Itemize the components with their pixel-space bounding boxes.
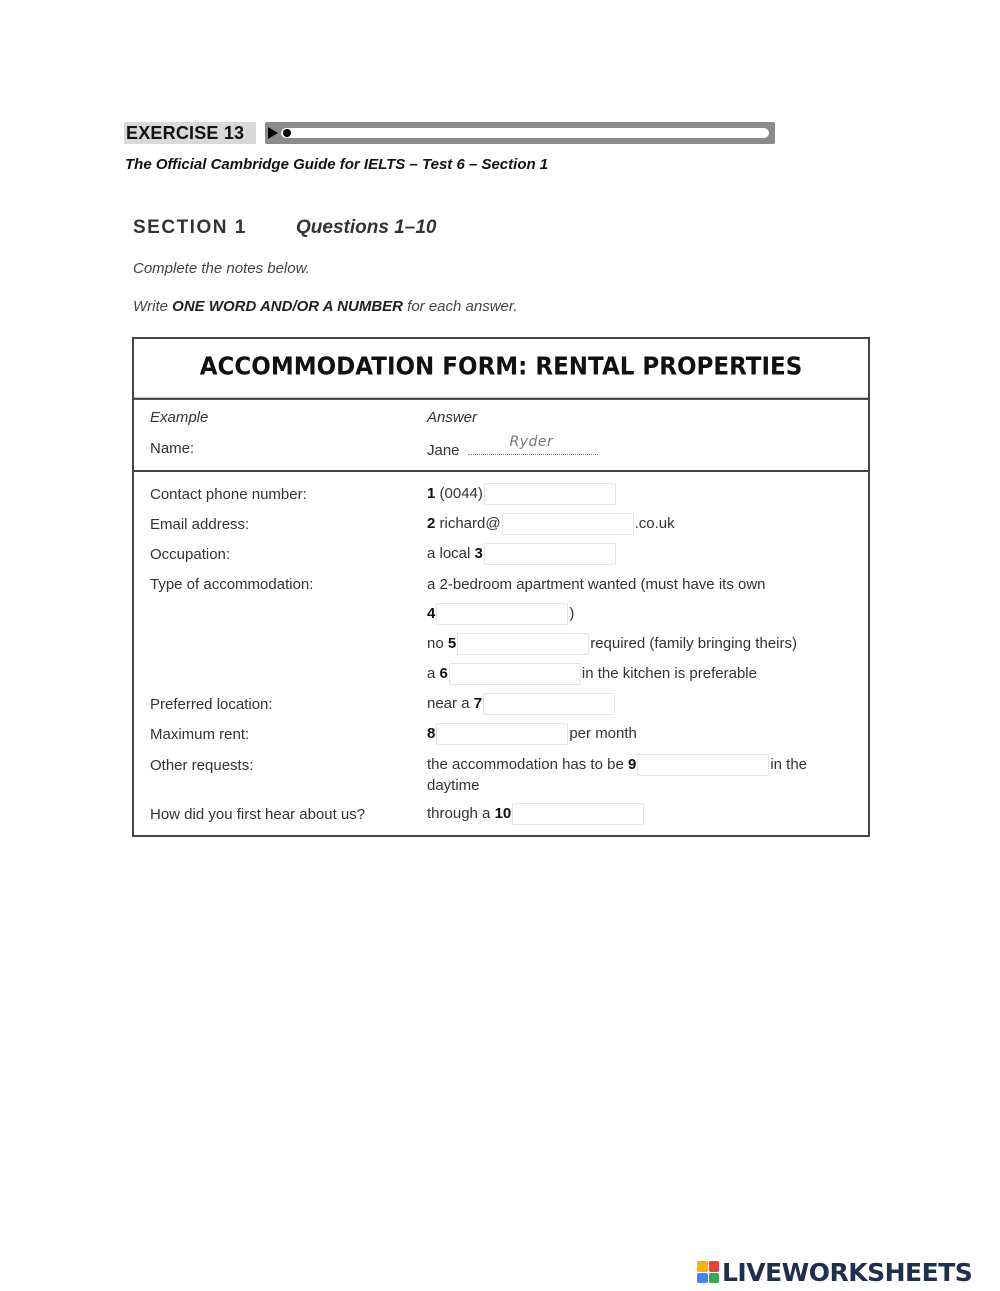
name-label: Name:: [150, 440, 195, 457]
rent-label: Maximum rent:: [150, 726, 250, 743]
answer-input-8[interactable]: [436, 723, 568, 745]
no-suffix: required (family bringing theirs): [590, 634, 797, 652]
location-prefix: near a: [427, 694, 470, 712]
phone-row: [427, 483, 617, 505]
logo-square: [697, 1261, 708, 1272]
requests-prefix: the accommodation has to be: [427, 755, 624, 773]
answer-input-5[interactable]: [457, 633, 589, 655]
occupation-prefix: a local: [427, 544, 471, 562]
q10-number: 10: [494, 804, 512, 822]
hear-prefix: through a: [427, 804, 491, 822]
divider: [134, 470, 868, 472]
logo-square: [709, 1273, 720, 1284]
example-answer: Ryder: [509, 434, 554, 450]
logo-square: [697, 1273, 708, 1284]
play-icon[interactable]: [268, 127, 278, 139]
location-label: Preferred location:: [150, 696, 273, 713]
email-label: Email address:: [150, 516, 250, 533]
brand-name: LIVEWORKSHEETS: [722, 1257, 973, 1287]
exercise-label: EXERCISE 13: [124, 122, 256, 144]
q9-number: 9: [627, 755, 637, 773]
audio-progress-track[interactable]: [281, 128, 769, 138]
hear-label: How did you first hear about us?: [150, 806, 366, 823]
form-title: ACCOMMODATION FORM: RENTAL PROPERTIES: [134, 336, 868, 400]
answer-input-4[interactable]: [436, 603, 568, 625]
phone-prefix: (0044): [439, 484, 483, 502]
answer-input-10[interactable]: [512, 803, 644, 825]
answer-input-6[interactable]: [449, 663, 581, 685]
q8-row: [427, 723, 637, 745]
q6-row: [427, 663, 757, 685]
rent-suffix: per month: [569, 724, 637, 742]
type-label: Type of accommodation:: [150, 576, 314, 593]
requests-line2: daytime: [427, 777, 480, 794]
type-line1: a 2-bedroom apartment wanted (must have its own: [427, 576, 766, 593]
example-label: Example: [150, 409, 209, 426]
email-row: [427, 513, 675, 535]
logo-square: [709, 1261, 720, 1272]
occupation-label: Occupation:: [150, 546, 231, 563]
liveworksheets-logo-icon: [697, 1261, 719, 1283]
section-title: SECTION 1: [133, 217, 247, 238]
audio-progress-knob[interactable]: [283, 129, 291, 137]
exercise-subtitle: The Official Cambridge Guide for IELTS – Test 6 – Section 1: [125, 156, 549, 173]
instruction-complete: Complete the notes below.: [133, 260, 310, 277]
q3-number: 3: [474, 544, 483, 562]
email-prefix: richard@: [439, 514, 501, 532]
q8-number: 8: [427, 724, 436, 742]
type-close: ): [569, 604, 575, 622]
q9-row: [427, 754, 807, 776]
occupation-row: [427, 543, 617, 565]
instruction-write: Write ONE WORD AND/OR A NUMBER for each answer.: [133, 298, 518, 315]
answer-input-2[interactable]: [502, 513, 634, 535]
q1-number: 1: [427, 484, 436, 502]
q7-row: [427, 693, 616, 715]
requests-label: Other requests:: [150, 757, 254, 774]
q10-row: [427, 803, 645, 825]
q2-number: 2: [427, 514, 436, 532]
a-prefix: a: [427, 664, 436, 682]
q7-number: 7: [473, 694, 483, 712]
email-suffix: .co.uk: [634, 514, 675, 532]
answer-input-1[interactable]: [484, 483, 616, 505]
q4-row: [427, 603, 574, 625]
no-prefix: no: [427, 634, 444, 652]
accommodation-form: [132, 337, 870, 837]
answer-input-3[interactable]: [484, 543, 616, 565]
questions-range: Questions 1–10: [296, 217, 437, 238]
q5-number: 5: [447, 634, 457, 652]
requests-suffix: in the: [770, 755, 808, 773]
answer-input-7[interactable]: [483, 693, 615, 715]
a-suffix: in the kitchen is preferable: [581, 664, 757, 682]
q5-row: [427, 633, 797, 655]
answer-label: Answer: [427, 409, 478, 426]
q4-number: 4: [427, 604, 436, 622]
phone-label: Contact phone number:: [150, 486, 307, 503]
answer-input-9[interactable]: [637, 754, 769, 776]
liveworksheets-logo[interactable]: [697, 1257, 972, 1287]
q6-number: 6: [439, 664, 448, 682]
audio-player[interactable]: [265, 122, 775, 144]
name-value: Jane Ryder: [427, 440, 598, 459]
